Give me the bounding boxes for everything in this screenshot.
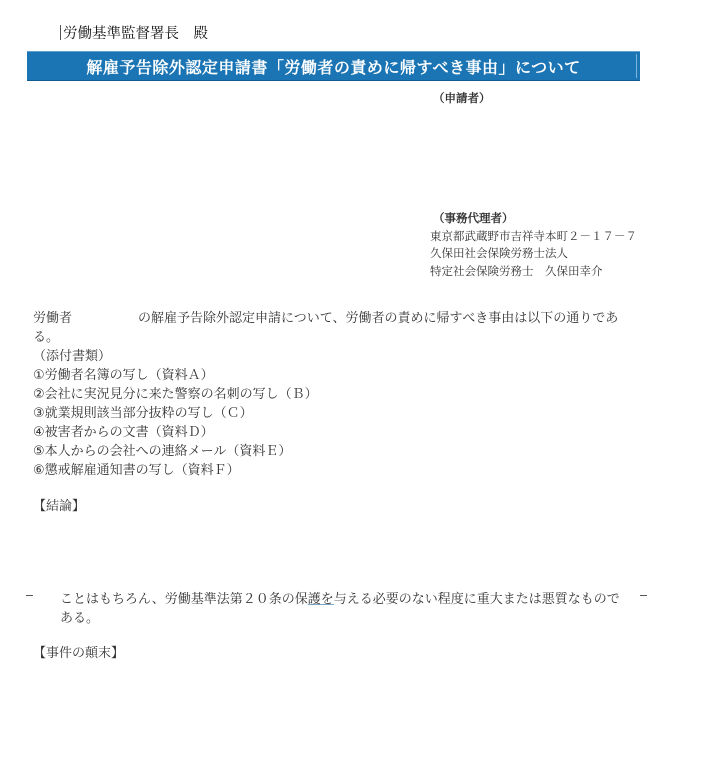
reason-text-post: 与える必要のない程度に重大または悪質なもので bbox=[333, 592, 620, 607]
attachment-item: ②会社に実況見分に来た警察の名刺の写し（Ｂ） bbox=[33, 387, 318, 402]
attachment-item: ①労働者名簿の写し（資料Ａ） bbox=[33, 368, 214, 383]
intro-text-line2: る。 bbox=[33, 330, 60, 345]
conclusion-heading: 【結論】 bbox=[33, 499, 86, 514]
margin-marker-left bbox=[26, 595, 33, 596]
text-cursor bbox=[60, 25, 61, 40]
attachment-item: ③就業規則該当部分抜粋の写し（Ｃ） bbox=[33, 406, 253, 421]
addressee-text: 労働基準監督署長 殿 bbox=[63, 26, 208, 42]
events-heading: 【事件の顛末】 bbox=[33, 646, 125, 661]
margin-marker-right bbox=[640, 595, 647, 596]
intro-paragraph bbox=[33, 309, 643, 347]
agent-block bbox=[430, 210, 637, 280]
applicant-heading: （申請者） bbox=[433, 91, 491, 105]
agent-address: 東京都武蔵野市吉祥寺本町２－１７－７ bbox=[430, 228, 637, 243]
attachment-item: ⑤本人からの会社への連絡メール（資料Ｅ） bbox=[33, 444, 292, 459]
agent-heading: （事務代理者） bbox=[433, 211, 514, 225]
addressee bbox=[60, 22, 208, 43]
reason-text-line2: ある。 bbox=[60, 611, 100, 626]
intro-text-line1: の解雇予告除外認定申請について、労働者の責めに帰すべき事由は以下の通りであ bbox=[138, 311, 619, 326]
agent-office: 久保田社会保険労務士法人 bbox=[430, 246, 568, 260]
reason-text-pre: ことはもちろん、労働基準法第２０条の保 bbox=[60, 592, 308, 607]
intro-label: 労働者 bbox=[33, 311, 73, 326]
attachments-block bbox=[33, 347, 318, 480]
reason-text-marked: 護を bbox=[307, 592, 334, 607]
agent-person: 特定社会保険労務士 久保田幸介 bbox=[430, 263, 603, 278]
attachments-heading: （添付書類） bbox=[33, 349, 112, 364]
reason-paragraph bbox=[60, 590, 640, 628]
document-title: 解雇予告除外認定申請書「労働者の責めに帰すべき事由」について bbox=[86, 57, 581, 77]
attachment-item: ⑥懲戒解雇通知書の写し（資料Ｆ） bbox=[33, 463, 240, 478]
attachment-item: ④被害者からの文書（資料Ｄ） bbox=[33, 425, 214, 440]
title-bar bbox=[27, 51, 640, 81]
